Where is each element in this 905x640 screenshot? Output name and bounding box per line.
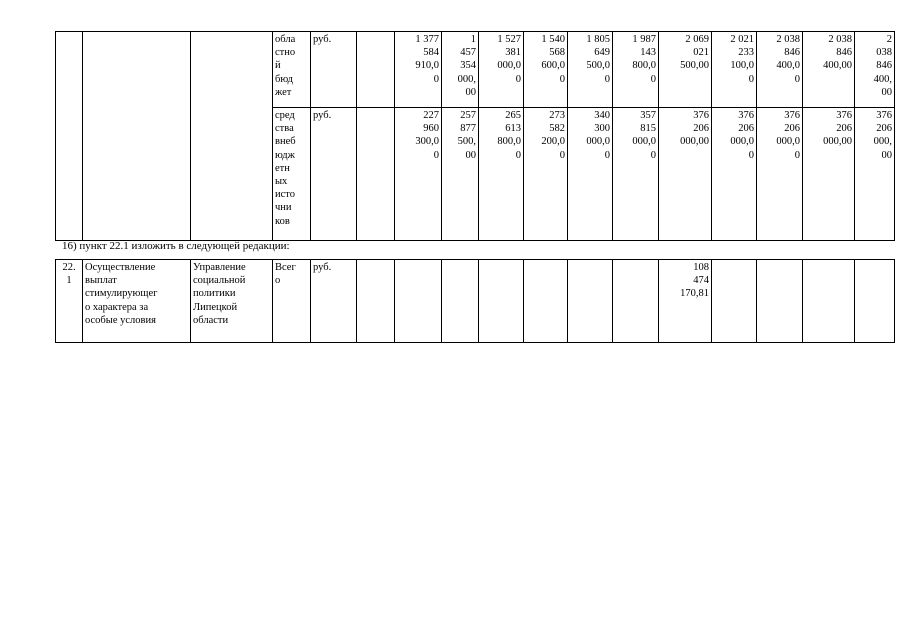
value-cell: 1 377 584 910,0 0 (395, 32, 442, 108)
amendment-instruction: 16) пункт 22.1 изложить в следующей редакции: (62, 240, 290, 252)
funding-source: сред ства внеб юдж етн ых исто чни ков (273, 108, 311, 241)
budget-table-item-22-1 (55, 259, 895, 343)
item-executor: Управление социальной политики Липецкой области (191, 260, 273, 343)
value-cell: 108 474 170,81 (659, 260, 712, 343)
empty-cell (803, 260, 855, 343)
value-cell: 376 206 000,0 0 (712, 108, 757, 241)
item-title: Осуществление выплат стимулирующег о характера за особые условия (83, 260, 191, 343)
empty-cell (524, 260, 568, 343)
value-cell: 273 582 200,0 0 (524, 108, 568, 241)
item-number: 22. 1 (56, 260, 83, 343)
value-cell: 265 613 800,0 0 (479, 108, 524, 241)
empty-cell (568, 260, 613, 343)
empty-cell (479, 260, 524, 343)
funding-source: обла стно й бюд жет (273, 32, 311, 108)
value-cell: 1 805 649 500,0 0 (568, 32, 613, 108)
value-cell: 1 457 354 000, 00 (442, 32, 479, 108)
empty-cell (712, 260, 757, 343)
empty-cell (357, 32, 395, 108)
value-cell: 1 540 568 600,0 0 (524, 32, 568, 108)
merged-title-cell (83, 32, 191, 241)
value-cell: 376 206 000,00 (659, 108, 712, 241)
unit-cell: руб. (311, 32, 357, 108)
empty-cell (442, 260, 479, 343)
table-row (56, 32, 895, 108)
empty-cell (357, 260, 395, 343)
value-cell: 376 206 000,0 0 (757, 108, 803, 241)
value-cell: 2 069 021 500,00 (659, 32, 712, 108)
value-cell: 340 300 000,0 0 (568, 108, 613, 241)
value-cell: 1 987 143 800,0 0 (613, 32, 659, 108)
value-cell: 357 815 000,0 0 (613, 108, 659, 241)
empty-cell (613, 260, 659, 343)
value-cell: 376 206 000, 00 (855, 108, 895, 241)
empty-cell (757, 260, 803, 343)
empty-cell (395, 260, 442, 343)
budget-table-continued (55, 31, 895, 241)
value-cell: 257 877 500, 00 (442, 108, 479, 241)
unit-cell: руб. (311, 108, 357, 241)
value-cell: 2 038 846 400,0 0 (757, 32, 803, 108)
funding-source: Всег о (273, 260, 311, 343)
value-cell: 2 038 846 400, 00 (855, 32, 895, 108)
value-cell: 1 527 381 000,0 0 (479, 32, 524, 108)
merged-number-cell (56, 32, 83, 241)
merged-executor-cell (191, 32, 273, 241)
value-cell: 376 206 000,00 (803, 108, 855, 241)
unit-cell: руб. (311, 260, 357, 343)
value-cell: 2 021 233 100,0 0 (712, 32, 757, 108)
empty-cell (855, 260, 895, 343)
table-row (56, 260, 895, 343)
value-cell: 2 038 846 400,00 (803, 32, 855, 108)
empty-cell (357, 108, 395, 241)
value-cell: 227 960 300,0 0 (395, 108, 442, 241)
